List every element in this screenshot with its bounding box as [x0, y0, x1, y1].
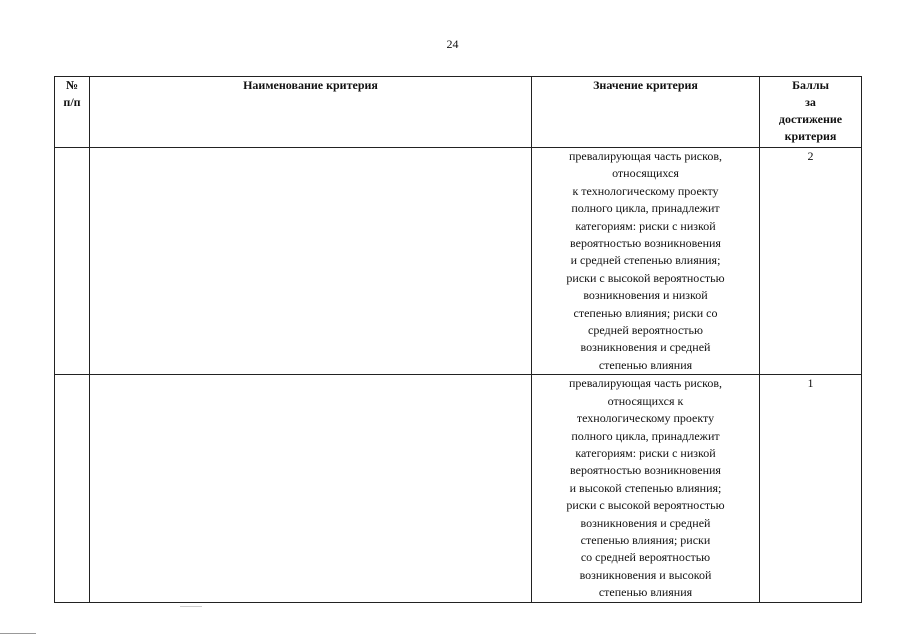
row-value-cell: превалирующая часть рисков, относящихся к технологическому проекту полного цикла, принадлежит категориям: риски с низкой вероятностью возникновения и средней степенью влияния; риски с высокой вероятностью возникновения и низкой степенью влияния; риски со средней вероятностью возникновения и средней степенью влияния: [532, 148, 760, 375]
row-name-cell: [90, 375, 532, 602]
row-value-cell: превалирующая часть рисков, относящихся к технологическому проекту полного цикла, принадлежит категориям: риски с низкой вероятностью возникновения и высокой степенью влияния; риски с высокой вероятностью возникновения и средней степенью влияния; риски со средней вероятностью возникновения и высокой степенью влияния: [532, 375, 760, 602]
header-number: № п/п: [55, 77, 90, 148]
row-number-cell: [55, 375, 90, 602]
row-name-cell: [90, 148, 532, 375]
row-number-cell: [55, 148, 90, 375]
header-score: Баллы за достижение критерия: [760, 77, 862, 148]
page-number: 24: [446, 37, 459, 51]
scan-artifact: [0, 633, 36, 634]
header-criterion-value: Значение критерия: [532, 77, 760, 148]
table-row: [55, 148, 862, 375]
table-row: [55, 375, 862, 602]
table-header-row: [55, 77, 862, 148]
row-score-cell: 2: [760, 148, 862, 375]
criteria-table: [54, 76, 862, 603]
header-criterion-name: Наименование критерия: [90, 77, 532, 148]
scan-artifact: [180, 606, 202, 607]
row-score-cell: 1: [760, 375, 862, 602]
